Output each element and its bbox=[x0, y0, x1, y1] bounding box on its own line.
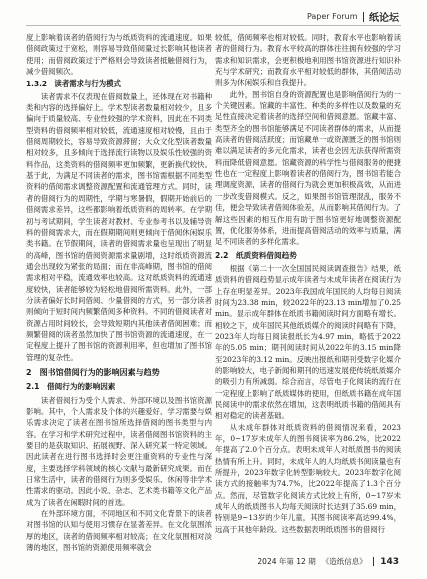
header-rule bbox=[26, 25, 401, 26]
section-heading: 2 图书馆借阅行为的影响因素与趋势 bbox=[26, 367, 160, 377]
subsection-heading: 1.3.2 读者需求与行为模式 bbox=[26, 79, 121, 89]
subsection-heading: 2.2 纸质资料借阅趋势 bbox=[215, 250, 297, 260]
issue-label: 2024 年第 12 期 bbox=[257, 557, 316, 566]
paragraph: 读者借阅行为受个人需求、外部环境以及图书馆资源影响。其中，个人需求及个体的兴趣爱好、学习需要与娱乐需求决定了读者在图书馆所选择借阅的图书类型与内容。在学习和学术研究过程中，读者借阅图书馆资料的主要目的是获取知识、拓展视野、深入研究某一特定领域。因此读者在进行图书选择时会更注重资料的专业性与深度，主要选择学科领域的核心文献与最新研究成果。而在日常生活中，读者的借阅行为则多受娱乐、休闲等非学术性需求的驱动。因此小说、杂志、艺术类书籍等文化产品成为了读者在闲暇时间的首选。 bbox=[26, 395, 212, 507]
header-divider bbox=[363, 12, 365, 22]
section-name-cn: 纸论坛 bbox=[369, 13, 399, 24]
journal-name: 《造纸信息》 bbox=[321, 557, 367, 566]
paragraph: 在外部环境方面，不同地区和不同文化背景下的读者对图书馆的认知与使用习惯存在显著差异。在文化氛围浓厚的地区，读者的借阅频率相对较高；在文化氛围相对淡薄的地区，图书馆的资源使用频率就会 bbox=[26, 509, 212, 553]
paragraph: 度上影响着读者的借阅行为与纸质资料的流通速度。如果借阅政策过于宽松，则容易导致借阅量过长影响其他读者使用；而借阅政策过于严格则会导致读者抵触借阅行为，减少借阅频次。 bbox=[26, 33, 212, 77]
right-column bbox=[215, 32, 401, 542]
left-column bbox=[26, 32, 212, 553]
paragraph: 从未成年群体对纸质资料的借阅情况来看，2023年，0~17岁未成年人的图书阅读率为86.2%，比2022年提高了2.0个百分点。表明未成年人对纸质图书的阅读热情有所上升。同时，未成年人的人均纸质书阅读量也有所提升，2023年数字化转型影响较大。2023年数字化阅读方式的接触率为74.7%，比2022年提高了1.3个百分点。然而，尽管数字化阅读方式比较上有所，0~17岁未成年人的纸质图书人均每天阅读时长达到了35.69 min，特别是9~13岁的少年儿童，其图书阅读率高达99.4%，远高于其他年龄段。这些数据表明纸质图书的借阅行 bbox=[215, 422, 401, 534]
paragraph: 根据《第二十一次全国国民阅读调查报告》结果，纸质资料的借阅趋势显示成年读者与未成年读者在阅读行为上存在明显差异。2023年我国成年国民的人均每日阅读时间为23.38 min，较2022年的23.13 min增加了0.25 min。显示成年群体在纸质书籍阅读时间方面略有增长。相较之下，成年国民其他纸质媒介的阅读时间略有下降，2023年人均每日阅读报纸长为4.97 min，略低于2022年的5.05 min；期刊阅读时间从2022年的3.15 min降至2023年的3.12 min。反映出报纸和期刊受数字化媒介的影响较大，电子新闻和期刊的迅速发展使传统纸质媒介的吸引力有所减弱。综合而言，尽管电子化阅读的流行在一定程度上影响了纸质媒体的使用，但纸质书籍在成年国民阅读中的需求依然在增加，这表明纸质书籍的借阅具有相对稳定的读者基础。 bbox=[215, 263, 401, 421]
header-section-label bbox=[307, 9, 399, 24]
subsection-heading: 2.1 借阅行为的影响因素 bbox=[26, 382, 116, 392]
section-name-en: Paper Forum bbox=[306, 12, 358, 21]
page-number: 143 bbox=[380, 556, 399, 567]
paragraph: 较低，借阅频率也相对较低。同时，教育水平也影响着读者的借阅行为。教育水平较高的群体往往拥有较强的学习需求和知识需求，会更积极地利用图书馆资源进行知识补充与学术研究；而教育水平相对较低的群体，其借阅活动则多为休闲娱乐和自我提升。 bbox=[215, 33, 401, 88]
footer-divider bbox=[373, 557, 375, 566]
paragraph: 读者需求不仅表现在借阅数量上，还体现在对书籍种类和内容的选择偏好上。学术型读者数量相对较少，且多偏向于质量较高、专业性较强的学术资料，因此在不同类型资料的借阅频率相对较低，流通速度相对较慢，且由于借阅周期较长，容易导致资源滞留；大众文化型读者数量相对较多，且多倾向于选择流行读物以及娱乐性较强的资料作品，这类资料的借阅频率更加频繁，更新换代较快。基于此，为满足不同读者的需求，图书馆需根据不同类型资料的借阅需求调整资源配置和流通管理方式。同时，读者的借阅行为的周期性，学期与寒暑假，假期开始前后的借阅需求差异，这些都影响着纸质资料的周转率。在学期初与考试期间，学生读者对教材、专业参考书以及辅导资料的借阅需求大，而在假期期间则更倾向于借阅休闲娱乐类书籍。在节假期间，读者的借阅需求量也呈现出了明显的高峰，图书馆的借阅资源需求量剧增，这时纸质资源流通会出现较为紧张的局面；而在非高峰期，图书馆的借阅需求相对平稳，流通效率也较高。这对纸质资料的流通速度较快，读者能够较为轻松地借阅所需资料。此外，一部分读者偏好长时间借阅、少量借阅的方式，另一部分读者则倾向于短时间内频繁借阅多种资料。不同的借阅读者对资源占用时间较长，会导致短期内其他读者借阅困难；而频繁借阅的读者虽然加快了图书馆资源的流通速度，在一定程度上提升了图书馆的资源利用率，但也增加了图书馆管理的复杂性。 bbox=[26, 91, 212, 362]
page-header bbox=[0, 0, 427, 28]
page-footer bbox=[257, 556, 399, 567]
paragraph: 此外，图书馆自身的资源配置也是影响借阅行为的一个关键因素。馆藏的丰富性、种类的多样性以及数量的充足性直接决定着读者的选择空间和借阅意愿。馆藏丰富、类型齐全的图书馆能够满足不同读者群体的需求，从而提高读者的借阅活跃度；而馆藏单一或资源匮乏的图书馆则难以满足读者的多元化需求，读者也会因无法获得所需资料而降低借阅意愿。馆藏资源的科学性与借阅服务的便捷性也在一定程度上影响着读者的借阅行为，图书馆若能合理调度资源，读者的借阅行为就会更加积极高效，从而进一步改变借阅模式。反之，如果图书馆管理混乱，服务不佳，便会导致读者借阅体验差，从而影响其借阅行为。了解这些因素的相互作用有助于图书馆更好地调整资源配置，优化服务体系，进而提高借阅活动的效率与质量，满足不同读者的多样化需求。 bbox=[215, 89, 401, 247]
